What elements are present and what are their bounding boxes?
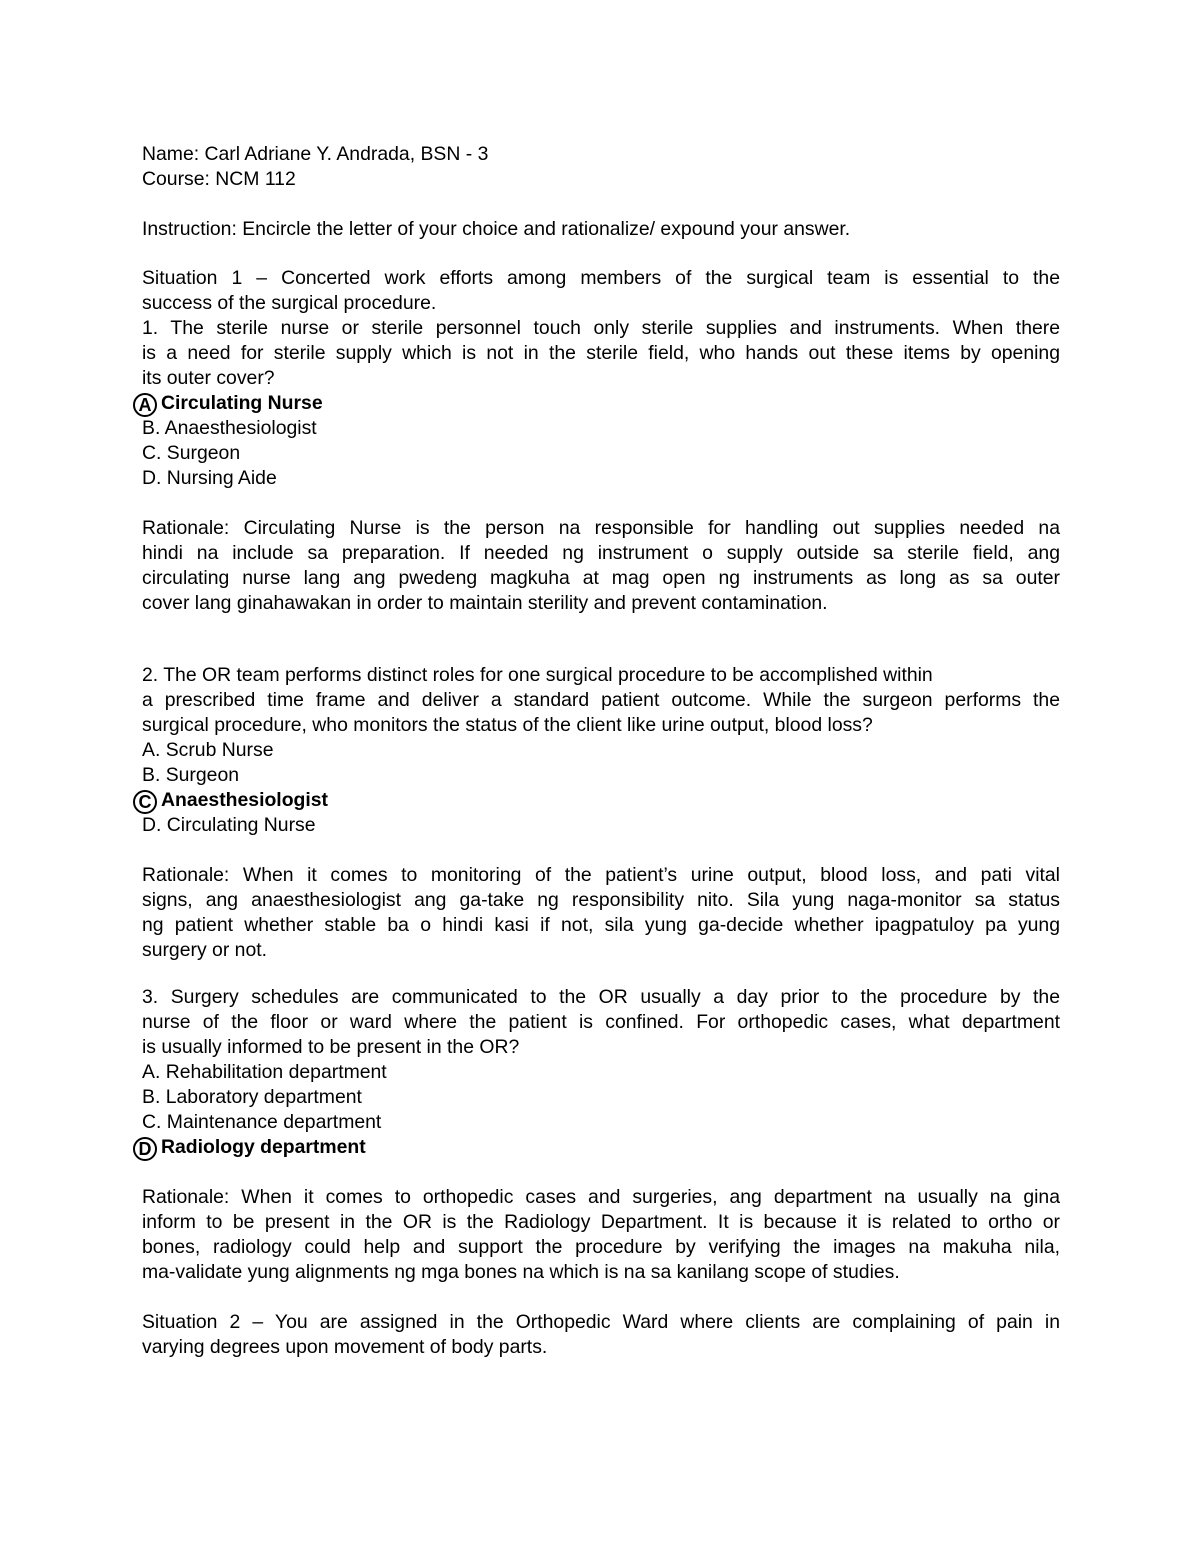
question-3-line: is usually informed to be present in the OR?: [142, 1036, 520, 1058]
q3-option-a: A. Rehabilitation department: [142, 1061, 387, 1083]
situation-1-line: Situation 1 – Concerted work efforts among members of the surgical team is essential to the: [142, 267, 1060, 289]
question-2-line: surgical procedure, who monitors the status of the client like urine output, blood loss?: [142, 714, 873, 736]
q2-option-a: A. Scrub Nurse: [142, 739, 274, 761]
q2-rationale-line: signs, ang anaesthesiologist ang ga-take ng responsibility nito. Sila yung naga-monitor sa status: [142, 889, 1060, 911]
q2-option-b: B. Surgeon: [142, 764, 240, 786]
question-1-line: 1. The sterile nurse or sterile personnel touch only sterile supplies and instruments. When there: [142, 317, 1060, 339]
q1-option-c: C. Surgeon: [142, 442, 241, 464]
answer-circle: A: [133, 393, 157, 417]
q1-rationale-line: cover lang ginahawakan in order to maintain sterility and prevent contamination.: [142, 592, 828, 614]
situation-2-line: varying degrees upon movement of body parts.: [142, 1336, 548, 1358]
q1-option-b: B. Anaesthesiologist: [142, 417, 317, 439]
q3-rationale-line: Rationale: When it comes to orthopedic cases and surgeries, ang department na usually na gina: [142, 1186, 1060, 1208]
answer-circle: D: [133, 1137, 157, 1161]
q3-option-b: B. Laboratory department: [142, 1086, 362, 1108]
q2-rationale-line: Rationale: When it comes to monitoring of the patient’s urine output, blood loss, and pati vital: [142, 864, 1060, 886]
q2-rationale-line: surgery or not.: [142, 939, 268, 961]
question-3-line: 3. Surgery schedules are communicated to the OR usually a day prior to the procedure by the: [142, 986, 1060, 1008]
situation-2-line: Situation 2 – You are assigned in the Orthopedic Ward where clients are complaining of pain in: [142, 1311, 1060, 1333]
question-2-line: a prescribed time frame and deliver a standard patient outcome. While the surgeon performs the: [142, 689, 1060, 711]
q3-rationale-line: inform to be present in the OR is the Radiology Department. It is because it is related to ortho or: [142, 1211, 1060, 1233]
q1-rationale-line: hindi na include sa preparation. If needed ng instrument o supply outside sa sterile field, ang: [142, 542, 1060, 564]
answer-circle: C: [133, 790, 157, 814]
q2-option-d: D. Circulating Nurse: [142, 814, 316, 836]
q1-rationale-line: circulating nurse lang ang pwedeng magkuha at mag open ng instruments as long as sa outer: [142, 567, 1060, 589]
q3-rationale-line: bones, radiology could help and support the procedure by verifying the images na makuha nila,: [142, 1236, 1060, 1258]
question-1-line: its outer cover?: [142, 367, 275, 389]
situation-1-line: success of the surgical procedure.: [142, 292, 437, 314]
q3-rationale-line: ma-validate yung alignments ng mga bones na which is na sa kanilang scope of studies.: [142, 1261, 900, 1283]
q1-rationale-line: Rationale: Circulating Nurse is the person na responsible for handling out supplies needed na: [142, 517, 1060, 539]
q3-option-d: D Radiology department: [142, 1135, 1060, 1160]
q1-option-a: A Circulating Nurse: [142, 391, 1060, 416]
q3-option-c: C. Maintenance department: [142, 1111, 382, 1133]
q2-rationale-line: ng patient whether stable ba o hindi kasi if not, sila yung ga-decide whether ipagpatuloy pa yung: [142, 914, 1060, 936]
course: Course: NCM 112: [142, 168, 296, 190]
question-1-line: is a need for sterile supply which is not in the sterile field, who hands out these items by opening: [142, 342, 1060, 364]
instruction: Instruction: Encircle the letter of your choice and rationalize/ expound your answer.: [142, 218, 851, 240]
q1-option-d: D. Nursing Aide: [142, 467, 277, 489]
question-3-line: nurse of the floor or ward where the patient is confined. For orthopedic cases, what department: [142, 1011, 1060, 1033]
question-2-line: 2. The OR team performs distinct roles for one surgical procedure to be accomplished within: [142, 664, 933, 686]
q2-option-c: C Anaesthesiologist: [142, 788, 1060, 813]
student-name: Name: Carl Adriane Y. Andrada, BSN - 3: [142, 143, 489, 165]
